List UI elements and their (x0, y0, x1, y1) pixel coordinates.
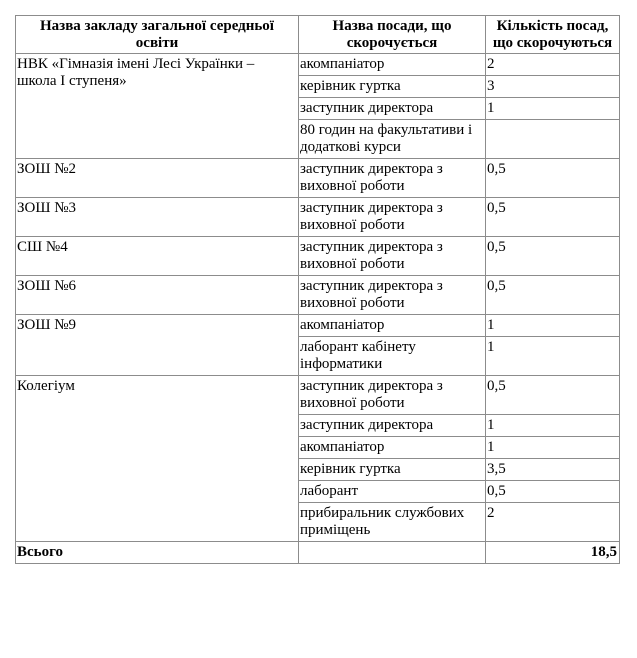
header-position: Назва посади, що скорочується (299, 16, 486, 54)
count-cell: 0,5 (486, 481, 620, 503)
count-cell: 0,5 (486, 159, 620, 198)
school-name-cell: ЗОШ №2 (16, 159, 299, 198)
table-row (16, 237, 620, 276)
count-cell: 0,5 (486, 376, 620, 415)
position-cell: заступник директора з виховної роботи (299, 376, 486, 415)
table-header-row (16, 16, 620, 54)
total-empty-cell (299, 542, 486, 564)
count-cell: 1 (486, 98, 620, 120)
school-name-cell: СШ №4 (16, 237, 299, 276)
school-name-cell: Колегіум (16, 376, 299, 542)
position-cell: акомпаніатор (299, 54, 486, 76)
position-cell: заступник директора з виховної роботи (299, 276, 486, 315)
total-value: 18,5 (486, 542, 620, 564)
total-label: Всього (16, 542, 299, 564)
count-cell: 1 (486, 415, 620, 437)
count-cell: 0,5 (486, 198, 620, 237)
school-name-cell: ЗОШ №9 (16, 315, 299, 376)
school-name-cell: НВК «Гімназія імені Лесі Українки – школа І ступеня» (16, 54, 299, 159)
header-count: Кількість посад, що скорочуються (486, 16, 620, 54)
count-cell: 1 (486, 315, 620, 337)
table-body (16, 54, 620, 542)
position-cell: заступник директора з виховної роботи (299, 159, 486, 198)
position-cell: заступник директора з виховної роботи (299, 237, 486, 276)
count-cell: 1 (486, 337, 620, 376)
position-cell: заступник директора (299, 98, 486, 120)
position-cell: лаборант кабінету інформатики (299, 337, 486, 376)
staff-reduction-table (15, 15, 620, 564)
count-cell (486, 120, 620, 159)
position-cell: заступник директора з виховної роботи (299, 198, 486, 237)
header-school: Назва закладу загальної середньої освіти (16, 16, 299, 54)
position-cell: заступник директора (299, 415, 486, 437)
position-cell: лаборант (299, 481, 486, 503)
position-cell: 80 годин на факультативи і додаткові курси (299, 120, 486, 159)
count-cell: 0,5 (486, 237, 620, 276)
position-cell: акомпаніатор (299, 437, 486, 459)
total-row (16, 542, 620, 564)
table-row (16, 376, 620, 415)
position-cell: акомпаніатор (299, 315, 486, 337)
count-cell: 3,5 (486, 459, 620, 481)
count-cell: 0,5 (486, 276, 620, 315)
position-cell: керівник гуртка (299, 459, 486, 481)
position-cell: прибиральник службових приміщень (299, 503, 486, 542)
count-cell: 3 (486, 76, 620, 98)
school-name-cell: ЗОШ №6 (16, 276, 299, 315)
table-row (16, 54, 620, 76)
table-row (16, 315, 620, 337)
table-row (16, 159, 620, 198)
count-cell: 1 (486, 437, 620, 459)
count-cell: 2 (486, 54, 620, 76)
table-row (16, 276, 620, 315)
count-cell: 2 (486, 503, 620, 542)
position-cell: керівник гуртка (299, 76, 486, 98)
table-row (16, 198, 620, 237)
school-name-cell: ЗОШ №3 (16, 198, 299, 237)
